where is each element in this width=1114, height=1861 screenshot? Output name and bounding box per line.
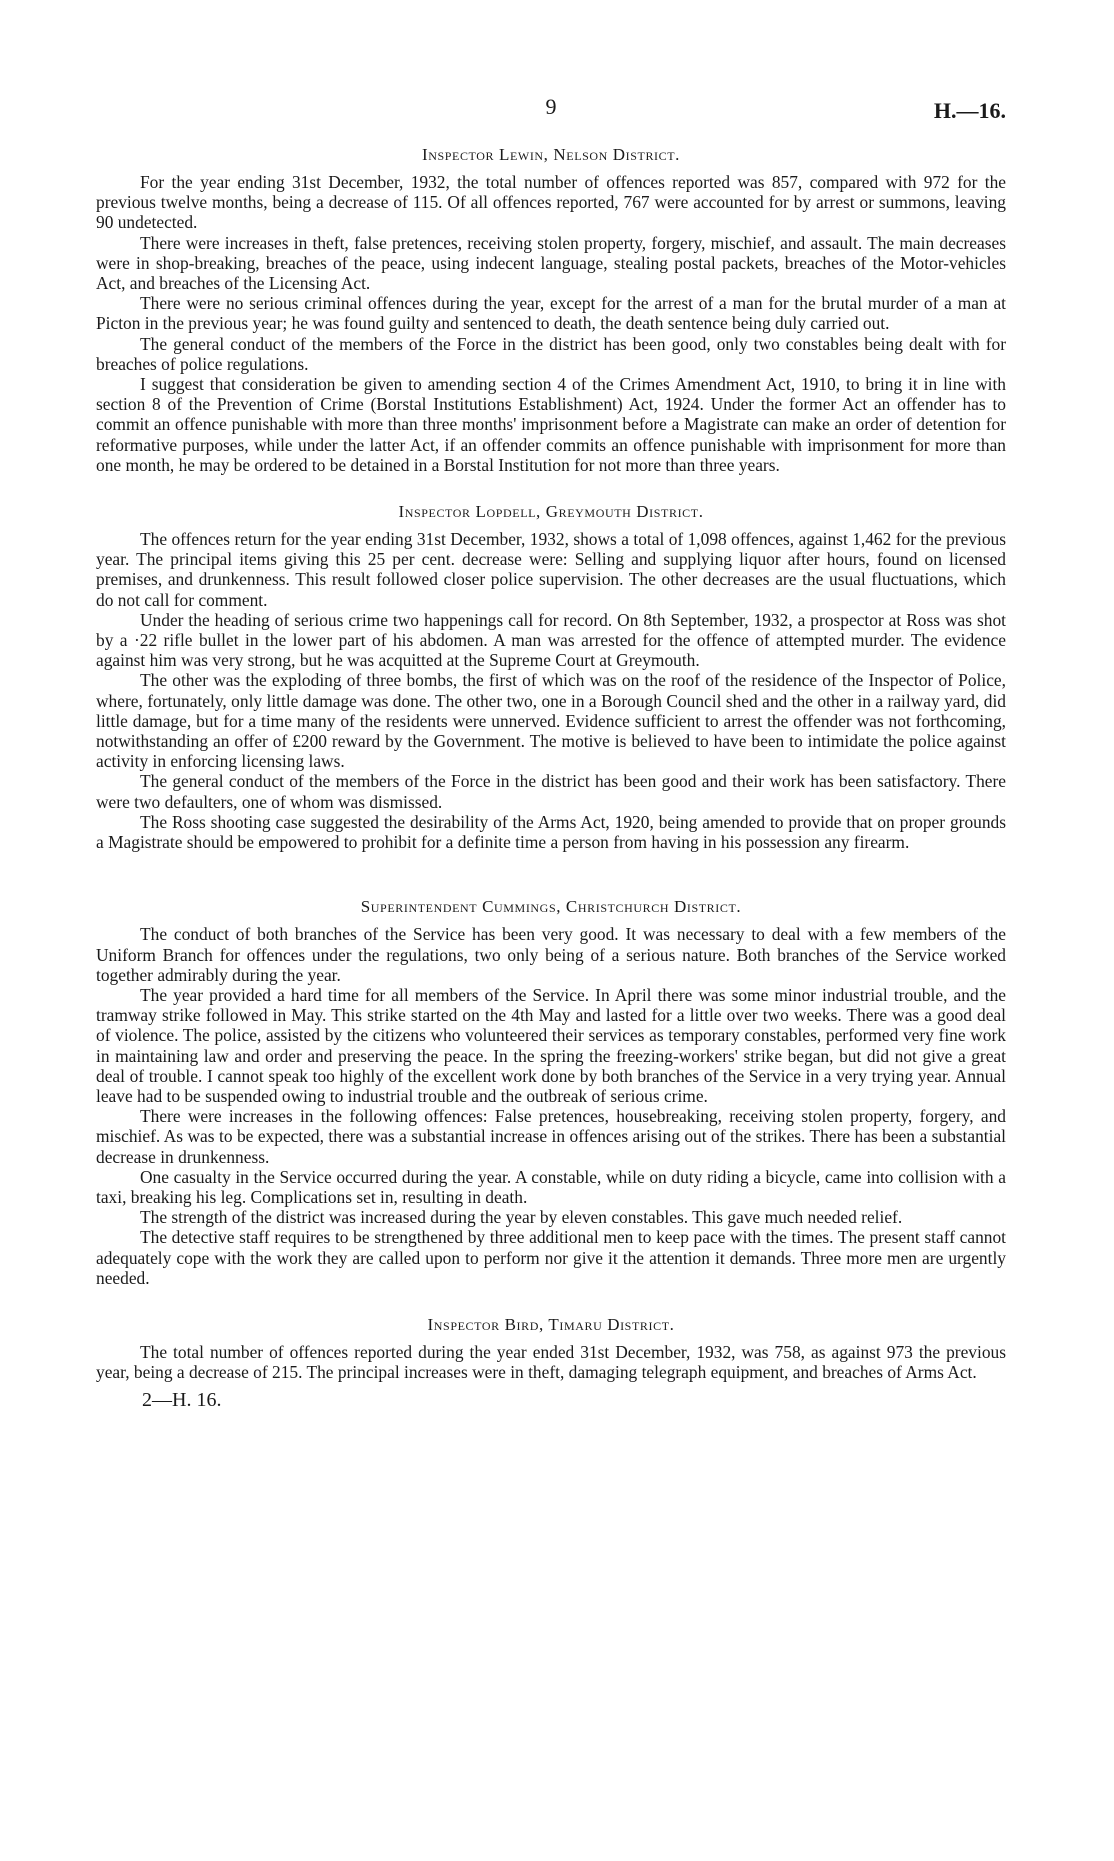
section-heading: Inspector Bird, Timaru District. <box>427 1314 675 1334</box>
signature-mark: 2—H. 16. <box>142 1389 222 1412</box>
paragraph: The detective staff requires to be strengthened by three additional men to keep pace with the times. The present staff cannot adequately cope with the work they are called upon to perform nor give it the attention it demands. Three more men are urgently needed. <box>96 1227 1006 1288</box>
section-inspector-lopdell <box>96 501 1006 852</box>
section-inspector-lewin <box>96 144 1006 475</box>
report-code: H.—16. <box>933 98 1006 123</box>
paragraph: The total number of offences reported during the year ended 31st December, 1932, was 758, as against 973 the previous year, being a decrease of 215. The principal increases were in theft, damaging telegraph equipment, and breaches of Arms Act. <box>96 1341 1006 1383</box>
paragraph: One casualty in the Service occurred during the year. A constable, while on duty riding a bicycle, came into collision with a taxi, breaking his leg. Complications set in, resulting in death. <box>96 1166 1006 1207</box>
paragraph: The offences return for the year ending 31st December, 1932, shows a total of 1,098 offences, against 1,462 for the previous year. The principal items giving this 25 per cent. decrease were: Selling and supplying liquor after hours, found on licensed premises, and drunkenness. This result followed closer police supervision. The other decreases are the usual fluctuations, which do not call for comment. <box>96 529 1006 610</box>
page-header <box>96 0 1006 123</box>
paragraph: Under the heading of serious crime two happenings call for record. On 8th September, 1932, a prospector at Ross was shot by a ·22 rifle bullet in the lower part of his abdomen. A man was arrested for the offence of attempted murder. The evidence against him was very strong, but he was acquitted at the Supreme Court at Greymouth. <box>96 609 1006 671</box>
paragraph: The conduct of both branches of the Service has been very good. It was necessary to deal with a few members of the Uniform Branch for offences under the regulations, two only being of a serious nature. Both branches of the Service worked together admirably during the year. <box>96 924 1006 985</box>
paragraph: The Ross shooting case suggested the desirability of the Arms Act, 1920, being amended to provide that on proper grounds a Magistrate should be empowered to prohibit for a definite time a person from having in his possession any firearm. <box>96 811 1006 853</box>
section-heading: Superintendent Cummings, Christchurch District. <box>360 897 742 917</box>
section-heading: Inspector Lopdell, Greymouth District. <box>398 502 704 522</box>
paragraph: There were increases in the following offences: False pretences, housebreaking, receiving stolen property, forgery, and mischief. As was to be expected, there was a substantial increase in offences arising out of the strikes. There has been a substantial decrease in drunkenness. <box>96 1106 1006 1167</box>
paragraph: For the year ending 31st December, 1932, the total number of offences reported was 857, compared with 972 for the previous twelve months, being a decrease of 115. Of all offences reported, 767 were accounted for by arrest or summons, leaving 90 undetected. <box>96 172 1006 233</box>
paragraph: I suggest that consideration be given to amending section 4 of the Crimes Amendment Act, 1910, to bring it in line with section 8 of the Prevention of Crime (Borstal Institutions Establishment) Act, 1924. Under the former Act an offender has to commit an offence punishable with more than three months' imprisonment before a Magistrate can make an order of detention for reformative purposes, while under the latter Act, if an offender commits an offence punishable with imprisonment for more than one month, he may be ordered to be detained in a Borstal Institution for not more than three years. <box>96 374 1006 475</box>
paragraph: The general conduct of the members of the Force in the district has been good and their work has been satisfactory. There were two defaulters, one of whom was dismissed. <box>96 771 1006 812</box>
paragraph: The strength of the district was increased during the year by eleven constables. This gave much needed relief. <box>140 1207 903 1228</box>
paragraph: There were increases in theft, false pretences, receiving stolen property, forgery, mischief, and assault. The main decreases were in shop-breaking, breaches of the peace, using indecent language, stealing postal packets, breaches of the Motor-vehicles Act, and breaches of the Licensing Act. <box>96 232 1006 294</box>
paragraph: The general conduct of the members of the Force in the district has been good, only two constables being dealt with for breaches of police regulations. <box>96 333 1006 374</box>
section-inspector-bird <box>96 1314 1006 1382</box>
paragraph: The other was the exploding of three bombs, the first of which was on the roof of the residence of the Inspector of Police, where, fortunately, only little damage was done. The other two, one in a Borough Council shed and the other in a railway yard, did little damage, but for a time many of the residents were unnerved. Evidence sufficient to arrest the offender was not forthcoming, notwithstanding an offer of £200 reward by the Government. The motive is believed to have been to intimidate the police against activity in enforcing licensing laws. <box>96 670 1006 772</box>
page-number: 9 <box>545 94 557 119</box>
section-heading: Inspector Lewin, Nelson District. <box>421 145 681 164</box>
paragraph: The year provided a hard time for all members of the Service. In April there was some minor industrial trouble, and the tramway strike followed in May. This strike started on the 4th May and lasted for a little over two weeks. There was a good deal of violence. The police, assisted by the citizens who volunteered their services as temporary constables, performed very fine work in maintaining law and order and preserving the peace. In the spring the freezing-workers' strike began, but did not give a great deal of trouble. I cannot speak too highly of the excellent work done by both branches of the Service in a very trying year. Annual leave had to be suspended owing to industrial trouble and the outbreak of serious crime. <box>96 984 1006 1106</box>
section-superintendent-cummings <box>96 896 1006 1288</box>
paragraph: There were no serious criminal offences during the year, except for the arrest of a man for the brutal murder of a man at Picton in the previous year; he was found guilty and sentenced to death, the death sentence being duly carried out. <box>96 293 1006 334</box>
